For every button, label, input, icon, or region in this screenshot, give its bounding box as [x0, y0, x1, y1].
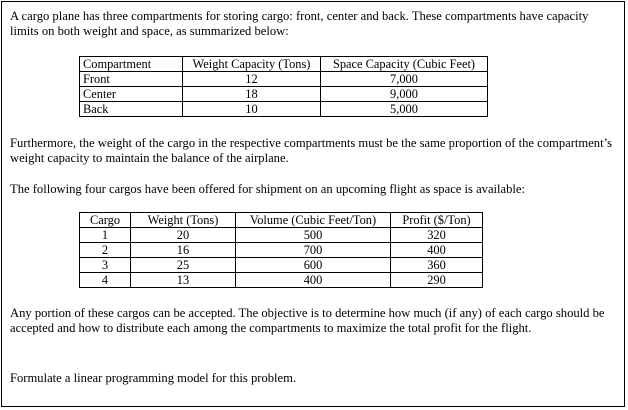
- table-cell: Back: [80, 102, 183, 117]
- table-cell: 400: [236, 273, 391, 288]
- table-cell: 320: [391, 228, 483, 243]
- balance-paragraph: Furthermore, the weight of the cargo in the respective compartments must be the same proportion of the compartment’s weight capacity to maintain the balance of the airplane.: [10, 136, 612, 165]
- column-header: Volume (Cubic Feet/Ton): [236, 213, 391, 228]
- table-row: [80, 273, 483, 288]
- compartments-table: [79, 56, 488, 117]
- table-cell: 700: [236, 243, 391, 258]
- table-cell: 3: [80, 258, 131, 273]
- table-cell: 290: [391, 273, 483, 288]
- table-cell: 5,000: [321, 102, 488, 117]
- table-cell: 20: [131, 228, 236, 243]
- table-cell: Center: [80, 87, 183, 102]
- table-cell: 12: [183, 72, 321, 87]
- column-header: Weight (Tons): [131, 213, 236, 228]
- table-cell: 360: [391, 258, 483, 273]
- table-cell: 9,000: [321, 87, 488, 102]
- column-header: Compartment: [80, 57, 183, 72]
- table-cell: 600: [236, 258, 391, 273]
- table-cell: 2: [80, 243, 131, 258]
- offer-paragraph: The following four cargos have been offered for shipment on an upcoming flight as space is available:: [10, 182, 526, 196]
- table-header-row: [80, 213, 483, 228]
- table-row: [80, 258, 483, 273]
- table-row: [80, 102, 488, 117]
- table-cell: 500: [236, 228, 391, 243]
- table-cell: Front: [80, 72, 183, 87]
- table-cell: 4: [80, 273, 131, 288]
- table-cell: 1: [80, 228, 131, 243]
- table-row: [80, 72, 488, 87]
- table-cell: 25: [131, 258, 236, 273]
- table-cell: 18: [183, 87, 321, 102]
- cargo-table: [79, 212, 483, 288]
- objective-paragraph: Any portion of these cargos can be accepted. The objective is to determine how much (if any) of each cargo should be accepted and how to distribute each among the compartments to maximize the total profit for the flight.: [10, 306, 605, 335]
- column-header: Profit ($/Ton): [391, 213, 483, 228]
- table-cell: 400: [391, 243, 483, 258]
- column-header: Space Capacity (Cubic Feet): [321, 57, 488, 72]
- table-row: [80, 228, 483, 243]
- intro-paragraph: A cargo plane has three compartments for storing cargo: front, center and back. These compartments have capacity limits on both weight and space, as summarized below:: [10, 9, 589, 38]
- column-header: Weight Capacity (Tons): [183, 57, 321, 72]
- table-row: [80, 243, 483, 258]
- task-paragraph: Formulate a linear programming model for this problem.: [10, 371, 297, 385]
- column-header: Cargo: [80, 213, 131, 228]
- table-cell: 7,000: [321, 72, 488, 87]
- table-cell: 13: [131, 273, 236, 288]
- table-row: [80, 87, 488, 102]
- table-header-row: [80, 57, 488, 72]
- table-cell: 10: [183, 102, 321, 117]
- table-cell: 16: [131, 243, 236, 258]
